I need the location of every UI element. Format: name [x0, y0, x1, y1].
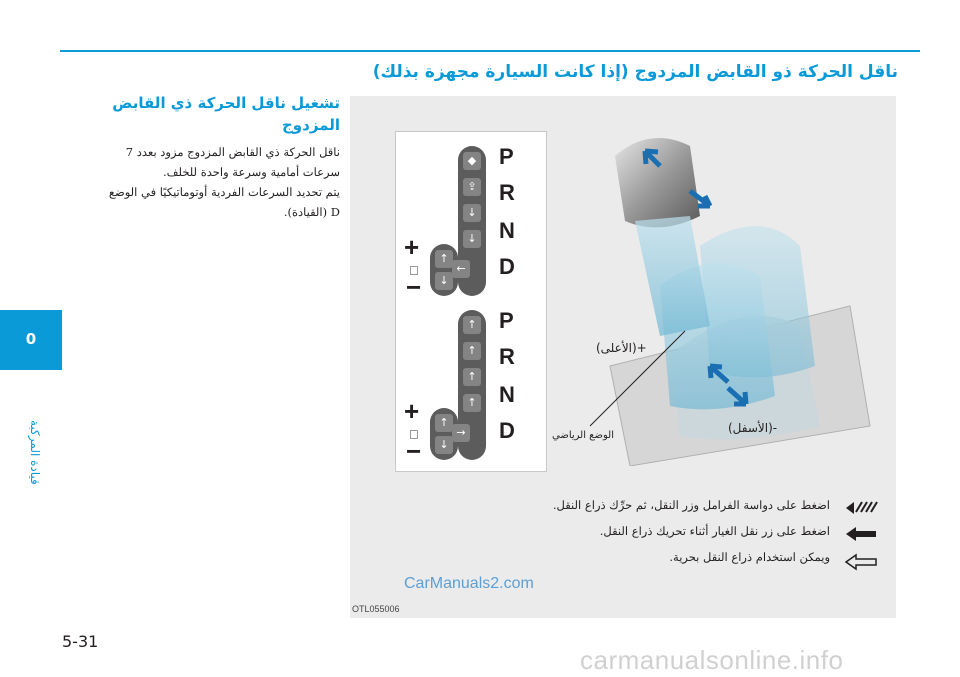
lock-icon: ◆ [463, 152, 481, 170]
gear-pattern-panel [395, 131, 547, 472]
gear-letter-r: R [499, 344, 515, 369]
top-rule [60, 50, 920, 52]
solid-arrow-icon [846, 527, 876, 541]
gear-letter-p: P [499, 308, 514, 333]
section-subtitle: تشغيل ناقل الحركة ذي القابض المزدوج [112, 94, 340, 134]
page-title: ناقل الحركة ذو القابض المزدوج (إذا كانت السيارة مجهزة بذلك) [372, 62, 898, 82]
up-arrow-icon: ↑ [463, 342, 481, 360]
chapter-label: قيادة المركبة [28, 420, 42, 485]
outline-arrow-icon [846, 555, 876, 569]
legend-text: اضغط على زر نقل الغيار أثناء تحريك ذراع النقل. [599, 524, 830, 538]
figure-code: OTL055006 [352, 604, 400, 614]
left-arrow-icon: ← [452, 260, 470, 278]
legend-row [400, 498, 830, 512]
hatched-arrow-icon [846, 502, 877, 514]
callout-up: +(الأعلى) [596, 341, 647, 355]
gear-letter-d: D [499, 418, 515, 443]
chapter-number: 0 [25, 330, 37, 348]
up-arrow-icon: ↑ [463, 394, 481, 412]
legend-icons [844, 500, 878, 578]
page-number: 5-31 [62, 632, 99, 651]
up-arrow-icon: ↑ [463, 368, 481, 386]
body-line: ناقل الحركة ذي القابض المزدوج مزود بعدد 7 [125, 145, 340, 159]
down-arrow-icon: ↓ [435, 272, 453, 290]
body-line: D (القيادة). [283, 205, 340, 219]
plus-sign: + [404, 396, 420, 426]
up-arrow-icon: ↑ [463, 316, 481, 334]
up-arrow-icon: ↑ [435, 414, 453, 432]
watermark: CarManuals2.com [404, 575, 534, 592]
lever-stem [635, 216, 710, 336]
minus-sign: − [406, 272, 422, 302]
callout-down: -(الأسفل) [728, 421, 778, 435]
legend [400, 498, 830, 578]
down-arrow-icon: ↓ [435, 436, 453, 454]
text-column [55, 92, 340, 222]
body-paragraph [55, 142, 340, 222]
body-line: سرعات أمامية وسرعة واحدة للخلف. [162, 165, 340, 179]
body-line: يتم تحديد السرعات الفردية أوتوماتيكيًا في الوضع [108, 185, 340, 199]
up-arrow-icon: ↑ [435, 250, 453, 268]
legend-text: اضغط على دواسة الفرامل وزر النقل، ثم حرِّك ذراع النقل. [552, 498, 830, 512]
gear-letter-p: P [499, 144, 514, 169]
right-arrow-icon: → [452, 424, 470, 442]
gear-lever-illustration [550, 126, 880, 466]
plus-sign: + [404, 232, 420, 262]
gear-letter-d: D [499, 254, 515, 279]
callout-sport-mode: الوضع الرياضي [552, 430, 614, 441]
gear-letter-n: N [499, 218, 515, 243]
legend-row [400, 550, 830, 564]
minus-sign: − [406, 436, 422, 466]
footer-watermark: carmanualsonline.info [580, 645, 844, 675]
legend-row [400, 524, 830, 538]
gear-letter-r: R [499, 180, 515, 205]
down-arrow-icon: ↓ [463, 204, 481, 222]
gear-letter-n: N [499, 382, 515, 407]
sport-gate-icon: ⇪ [463, 178, 481, 196]
legend-text: ويمكن استخدام ذراع النقل بحرية. [669, 550, 830, 564]
down-arrow-icon: ↓ [463, 230, 481, 248]
